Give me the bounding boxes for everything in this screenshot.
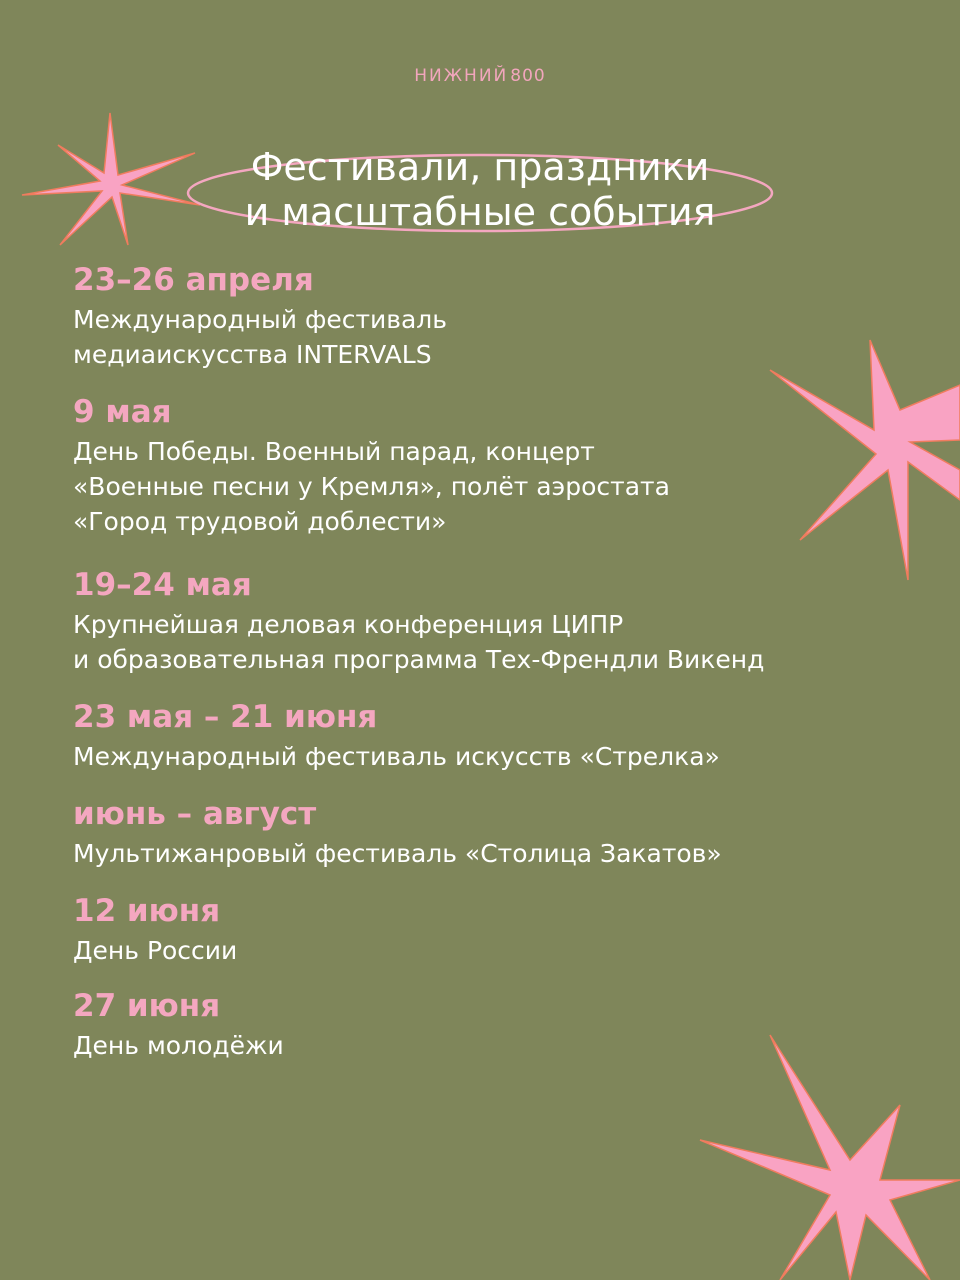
page-title [180, 145, 780, 235]
event-description: Международный фестиваль медиаискусства INTERVALS [73, 305, 448, 369]
event-date: 12 июня [73, 893, 221, 929]
event-date: 19–24 мая [73, 567, 252, 603]
event-item [73, 390, 933, 539]
logo [0, 66, 960, 86]
title-line-2: и масштабные события [244, 190, 716, 234]
event-date: 9 мая [73, 394, 172, 430]
event-description: День Победы. Военный парад, концерт «Военные песни у Кремля», полёт аэростата «Город трудовой доблести» [73, 437, 670, 536]
logo-digits: 800 [510, 66, 546, 86]
event-description: Международный фестиваль искусств «Стрелка» [73, 742, 720, 771]
event-date: 23–26 апреля [73, 262, 314, 298]
event-description: День России [73, 936, 238, 965]
event-date: 23 мая – 21 июня [73, 699, 378, 735]
event-description: Мультижанровый фестиваль «Столица Закатов» [73, 839, 722, 868]
event-item [73, 889, 933, 968]
event-description: День молодёжи [73, 1031, 284, 1060]
logo-text: НИЖНИЙ [414, 66, 509, 86]
title-block [180, 145, 800, 245]
event-date: июнь – август [73, 796, 317, 832]
title-line-1: Фестивали, праздники [250, 145, 710, 189]
event-date: 27 июня [73, 988, 221, 1024]
event-item [73, 563, 933, 677]
events-list [73, 258, 933, 1063]
event-item [73, 984, 933, 1063]
star-bottom-right-icon [690, 1030, 960, 1280]
event-item [73, 695, 933, 774]
event-item [73, 792, 933, 871]
event-description: Крупнейшая деловая конференция ЦИПР и образовательная программа Тех-Френдли Викенд [73, 610, 765, 674]
event-item [73, 258, 933, 372]
